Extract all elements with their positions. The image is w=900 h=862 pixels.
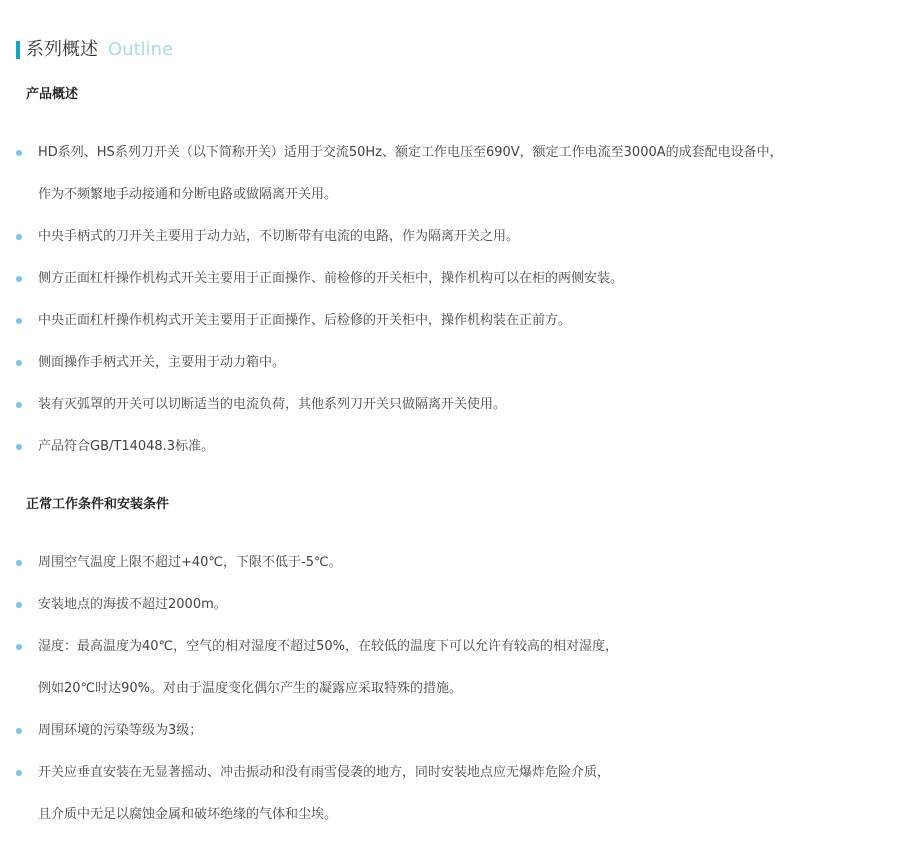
section-header — [16, 38, 173, 62]
list-item: 安装地点的海拔不超过2000m。 — [38, 597, 227, 612]
list-item-continuation: 例如20℃时达90%。对由于温度变化偶尔产生的凝露应采取特殊的措施。 — [38, 681, 463, 696]
section-title: 系列概述 — [26, 39, 98, 60]
list-item: 中央正面杠杆操作机构式开关主要用于正面操作、后检修的开关柜中，操作机构装在正前方。 — [38, 313, 572, 328]
bullet-icon — [16, 728, 22, 734]
list-item: 周围空气温度上限不超过+40℃，下限不低于-5℃。 — [38, 555, 342, 570]
bullet-icon — [16, 150, 22, 156]
bullet-icon — [16, 276, 22, 282]
bullet-icon — [16, 360, 22, 366]
list-item-continuation: 且介质中无足以腐蚀金属和破坏绝缘的气体和尘埃。 — [38, 807, 338, 822]
bullet-icon — [16, 602, 22, 608]
list-item: 周围环境的污染等级为3级； — [38, 723, 203, 738]
bullet-icon — [16, 318, 22, 324]
bullet-icon — [16, 644, 22, 650]
list-item: 侧面操作手柄式开关，主要用于动力箱中。 — [38, 355, 286, 370]
list-item: 产品符合GB/T14048.3标准。 — [38, 439, 215, 454]
section-title-english: Outline — [108, 39, 174, 60]
list-item: 装有灭弧罩的开关可以切断适当的电流负荷，其他系列刀开关只做隔离开关使用。 — [38, 397, 507, 412]
bullet-icon — [16, 402, 22, 408]
conditions-heading: 正常工作条件和安装条件 — [26, 497, 170, 512]
list-item-continuation: 作为不频繁地手动接通和分断电路或做隔离开关用。 — [38, 187, 338, 202]
list-item: 侧方正面杠杆操作机构式开关主要用于正面操作、前检修的开关柜中，操作机构可以在柜的两侧安装。 — [38, 271, 624, 286]
list-item: 开关应垂直安装在无显著摇动、冲击振动和没有雨雪侵袭的地方，同时安装地点应无爆炸危险介质， — [38, 765, 611, 780]
overview-heading: 产品概述 — [26, 87, 79, 102]
bullet-icon — [16, 560, 22, 566]
accent-bar — [16, 41, 20, 59]
bullet-icon — [16, 770, 22, 776]
bullet-icon — [16, 444, 22, 450]
bullet-icon — [16, 234, 22, 240]
list-item: HD系列、HS系列刀开关（以下简称开关）适用于交流50Hz、额定工作电压至690V，额定工作电流至3000A的成套配电设备中， — [38, 145, 783, 160]
list-item: 中央手柄式的刀开关主要用于动力站，不切断带有电流的电路，作为隔离开关之用。 — [38, 229, 520, 244]
list-item: 湿度：最高温度为40℃，空气的相对湿度不超过50%，在较低的温度下可以允许有较高的相对湿度， — [38, 639, 619, 654]
